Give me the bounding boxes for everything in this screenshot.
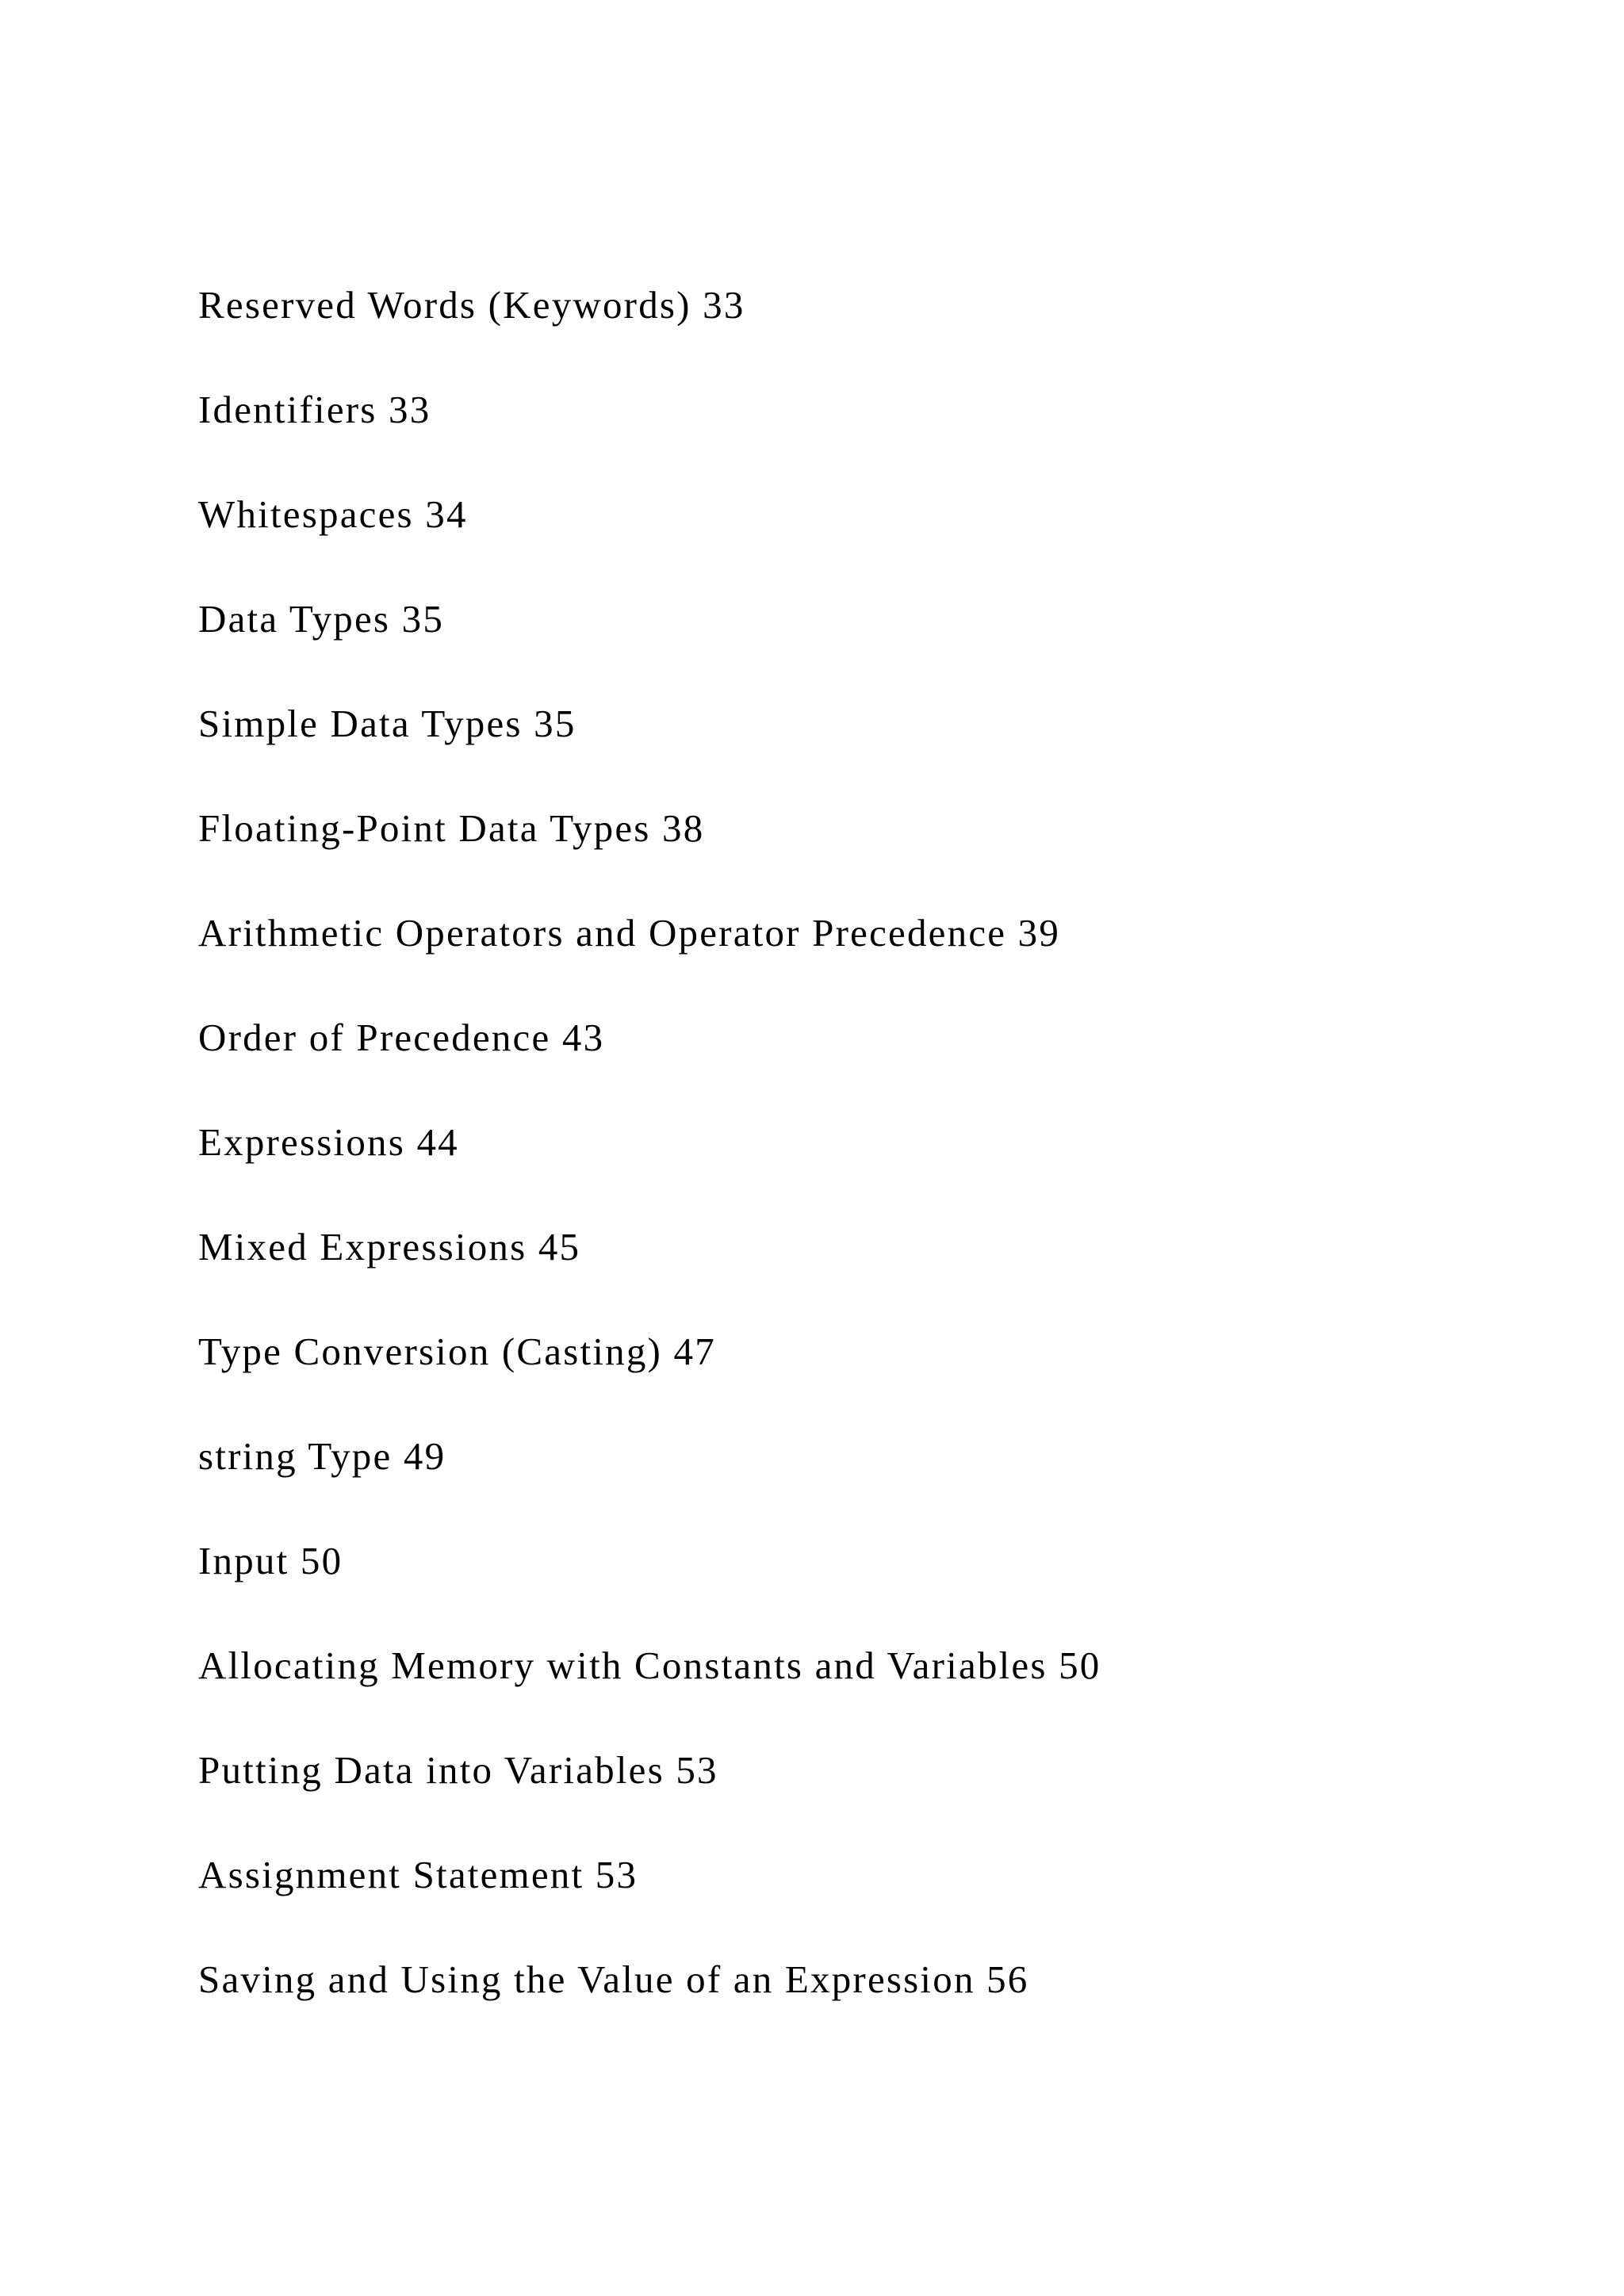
toc-entry-title: Whitespaces bbox=[198, 492, 414, 536]
toc-entry-title: Putting Data into Variables bbox=[198, 1748, 665, 1792]
table-of-contents bbox=[198, 281, 1101, 2061]
toc-entry-title: Identifiers bbox=[198, 388, 377, 431]
toc-entry bbox=[198, 1119, 1101, 1223]
toc-entry bbox=[198, 595, 1101, 700]
toc-entry-page-number: 33 bbox=[703, 283, 745, 327]
toc-entry-page-number: 34 bbox=[425, 492, 468, 536]
toc-entry-title: Saving and Using the Value of an Expression bbox=[198, 1957, 975, 2001]
toc-entry-page-number: 35 bbox=[534, 702, 576, 745]
toc-entry-page-number: 38 bbox=[662, 806, 705, 850]
toc-entry bbox=[198, 491, 1101, 595]
toc-entry-page-number: 47 bbox=[673, 1330, 716, 1373]
toc-entry-page-number: 50 bbox=[1059, 1644, 1101, 1687]
toc-entry-page-number: 53 bbox=[595, 1853, 638, 1896]
toc-entry-title: string Type bbox=[198, 1434, 393, 1478]
toc-entry bbox=[198, 1956, 1101, 2061]
toc-entry-title: Data Types bbox=[198, 597, 391, 641]
toc-entry bbox=[198, 1537, 1101, 1642]
toc-entry-title: Expressions bbox=[198, 1120, 406, 1164]
toc-entry bbox=[198, 1851, 1101, 1956]
toc-entry-title: Order of Precedence bbox=[198, 1016, 551, 1059]
toc-entry-page-number: 43 bbox=[561, 1016, 605, 1059]
toc-entry-title: Arithmetic Operators and Operator Precedence bbox=[198, 911, 1007, 955]
toc-entry-title: Reserved Words (Keywords) bbox=[198, 283, 691, 327]
toc-entry bbox=[198, 1433, 1101, 1537]
toc-entry-page-number: 33 bbox=[389, 388, 431, 431]
toc-entry-title: Type Conversion (Casting) bbox=[198, 1330, 663, 1373]
toc-entry bbox=[198, 700, 1101, 805]
toc-entry-page-number: 56 bbox=[986, 1957, 1029, 2001]
toc-entry-page-number: 45 bbox=[538, 1225, 581, 1269]
toc-entry-page-number: 53 bbox=[676, 1748, 718, 1792]
toc-entry-title: Mixed Expressions bbox=[198, 1225, 527, 1269]
toc-entry bbox=[198, 909, 1101, 1014]
toc-entry-title: Assignment Statement bbox=[198, 1853, 584, 1896]
toc-entry-page-number: 49 bbox=[403, 1434, 446, 1478]
toc-entry-page-number: 44 bbox=[416, 1120, 459, 1164]
toc-entry bbox=[198, 1223, 1101, 1328]
toc-entry-title: Floating-Point Data Types bbox=[198, 806, 651, 850]
toc-entry-page-number: 39 bbox=[1017, 911, 1061, 955]
toc-entry bbox=[198, 1747, 1101, 1851]
toc-entry-title: Allocating Memory with Constants and Variables bbox=[198, 1644, 1048, 1687]
toc-entry-title: Simple Data Types bbox=[198, 702, 523, 745]
toc-entry bbox=[198, 805, 1101, 909]
toc-entry bbox=[198, 281, 1101, 386]
toc-entry bbox=[198, 1014, 1101, 1119]
toc-entry bbox=[198, 1642, 1101, 1747]
toc-entry-title: Input bbox=[198, 1539, 289, 1582]
toc-entry bbox=[198, 386, 1101, 491]
toc-entry-page-number: 35 bbox=[401, 597, 445, 641]
toc-entry-page-number: 50 bbox=[300, 1539, 343, 1582]
toc-entry bbox=[198, 1328, 1101, 1433]
